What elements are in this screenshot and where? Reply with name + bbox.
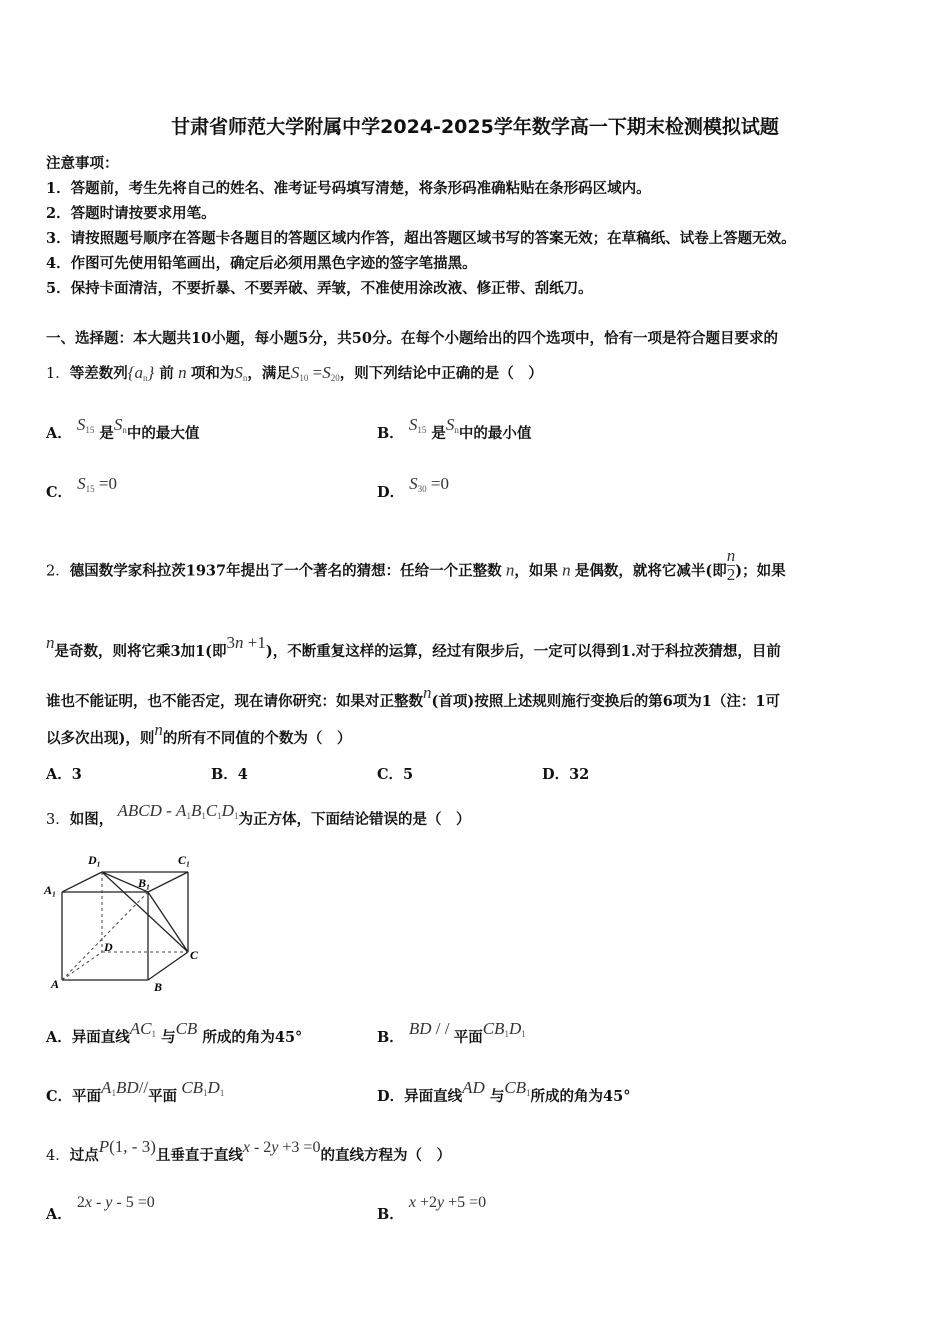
option-label: C． (46, 1088, 73, 1105)
option-text: 中的最小值 (458, 425, 532, 442)
option-text: 与 (161, 1029, 176, 1046)
math-formula: $S_n$ (234, 363, 248, 383)
q2-text: 以多次出现)，则 (46, 730, 155, 747)
question-3 (46, 801, 471, 829)
option-text: 是 (99, 425, 114, 442)
math-formula: P(1, - 3) (98, 1137, 156, 1156)
math-formula: $S_n$ (113, 415, 127, 435)
math-formula: n (173, 363, 191, 382)
question-1 (46, 362, 543, 383)
option-d[interactable]: D．32 (542, 766, 590, 783)
math-formula: AD (462, 1078, 485, 1097)
q4-text: 的直线方程为（ ） (320, 1147, 451, 1164)
notice-heading: 注意事项： (46, 155, 119, 172)
option-label: B． (377, 1029, 404, 1046)
option-d[interactable] (377, 474, 449, 502)
vertex-label: B₁ (138, 876, 151, 890)
math-formula: $S_{15}$ (76, 415, 95, 435)
question-number: 3． (46, 812, 70, 828)
option-a[interactable] (46, 1194, 155, 1224)
q1-text: 等差数列 (69, 365, 128, 382)
math-formula: n (557, 560, 575, 580)
section-heading: 一、选择题：本大题共10小题，每小题5分，共50分。在每个小题给出的四个选项中，恰有一项是符合题目要求的 (46, 330, 778, 347)
option-b[interactable]: B．4 (211, 766, 248, 783)
option-text: 所成的角为45° (530, 1088, 631, 1105)
math-formula: $S_{10} =S_{20}$ (290, 363, 340, 383)
option-b[interactable] (377, 1194, 487, 1224)
q2-text: ，如果 (514, 562, 558, 580)
q2-text: (首项)按照上述规则施行变换后的第6项为1（注：1可 (431, 693, 780, 710)
cube-figure (40, 848, 210, 996)
math-formula: $CB_1D_1$ (482, 1019, 526, 1039)
question-number: 2． (46, 563, 70, 580)
math-formula: n (154, 720, 163, 739)
math-formula: $S_n$ (445, 415, 459, 435)
math-formula: n (423, 683, 432, 702)
vertex-label: D₁ (88, 853, 101, 867)
q2-text: 德国数学家科拉茨1937年提出了一个著名的猜想：任给一个正整数 (69, 562, 502, 580)
math-formula: $A_1BD//$ (101, 1078, 149, 1098)
option-text: 所成的角为45° (202, 1029, 303, 1046)
option-text: 平面 (148, 1088, 178, 1105)
math-formula: BD / / (408, 1019, 454, 1038)
math-formula: $CB_1$ (504, 1078, 531, 1098)
question-2-line-2 (46, 633, 781, 661)
math-formula: x - 2y +3 =0 (242, 1139, 321, 1156)
page-title: 甘肃省师范大学附属中学2024-2025学年数学高一下期末检测模拟试题 (171, 116, 779, 138)
vertex-label: C (190, 948, 199, 962)
option-text: 平面 (453, 1029, 483, 1046)
option-label: A． (46, 1206, 72, 1223)
q4-text: 且垂直于直线 (155, 1147, 243, 1164)
math-formula: CB (175, 1019, 198, 1038)
math-formula: $S_{15} =0$ (77, 474, 117, 494)
vertex-label: A₁ (44, 883, 57, 897)
q2-text: 的所有不同值的个数为（ ） (162, 730, 352, 747)
math-formula: $S_{15}$ (408, 415, 427, 435)
q2-text: )，不断重复这样的运算，经过有限步后，一定可以得到1.对于科拉茨猜想，目前 (265, 643, 781, 660)
math-formula: 3n +1 (226, 633, 266, 652)
option-text: 中的最大值 (126, 425, 200, 442)
notice-item: 4．作图可先使用铅笔画出，确定后必须用黑色字迹的签字笔描黑。 (46, 255, 477, 272)
option-a[interactable]: A．3 (46, 766, 82, 783)
option-text: 与 (489, 1088, 505, 1105)
option-b[interactable] (377, 415, 532, 443)
question-2-line-3 (46, 683, 780, 711)
q1-text: ，满足 (247, 365, 291, 382)
q2-text: 谁也不能证明，也不能否定，现在请你研究：如果对正整数 (46, 693, 423, 710)
math-formula: $AC_1$ (129, 1019, 156, 1039)
vertex-label: A (51, 977, 60, 991)
question-4 (46, 1137, 451, 1165)
notice-item: 1．答题前，考生先将自己的姓名、准考证号码填写清楚，将条形码准确粘贴在条形码区域内。 (46, 180, 651, 197)
vertex-label: C₁ (178, 853, 191, 867)
option-c[interactable] (46, 1078, 225, 1106)
option-b[interactable] (377, 1019, 526, 1047)
q2-text: )；如果 (735, 562, 786, 580)
math-formula: 2x - y - 5 =0 (76, 1194, 155, 1211)
option-label: A． (46, 425, 72, 442)
vertex-label: B (154, 980, 163, 994)
option-text: 异面直线 (71, 1029, 130, 1046)
option-a[interactable] (46, 1019, 303, 1047)
option-label: B． (377, 425, 404, 442)
option-d[interactable] (377, 1078, 631, 1106)
option-text: 平面 (72, 1088, 102, 1105)
fraction-n-over-2: $\frac{n}{2}$ (726, 546, 736, 584)
option-c[interactable] (46, 474, 117, 502)
option-a[interactable] (46, 415, 200, 443)
q4-text: 过点 (69, 1147, 99, 1164)
vertex-label: D (104, 940, 113, 954)
q2-text: 是偶数，就将它减半(即 (574, 562, 727, 580)
question-2 (46, 546, 786, 590)
option-text: 异面直线 (404, 1088, 463, 1105)
question-number: 4． (46, 1148, 70, 1164)
math-formula: n (46, 633, 55, 652)
math-formula: x +2y +5 =0 (408, 1194, 487, 1211)
option-label: D． (377, 484, 405, 501)
question-2-line-4 (46, 720, 352, 748)
q3-text: 如图， (69, 811, 114, 828)
notice-item: 3．请按照题号顺序在答题卡各题目的答题区域内作答，超出答题区域书写的答案无效；在草稿纸、试卷上答题无效。 (46, 230, 796, 247)
notice-item: 2．答题时请按要求用笔。 (46, 205, 216, 222)
option-c[interactable]: C．5 (377, 766, 414, 783)
q2-text: 是奇数，则将它乘3加1(即 (54, 643, 227, 660)
option-label: D． (377, 1088, 405, 1105)
math-formula: n (501, 560, 515, 580)
q3-text: 为正方体，下面结论错误的是（ ） (238, 811, 471, 828)
math-formula: ABCD - $A_1B_1C_1D_1$ (113, 801, 239, 821)
option-label: A． (46, 1029, 72, 1046)
math-formula: $CB_1D_1$ (177, 1078, 225, 1098)
question-number: 1． (46, 366, 70, 382)
q1-text: 前 (159, 365, 174, 382)
notice-item: 5．保持卡面清洁，不要折暴、不要弄破、弄皱，不准使用涂改液、修正带、刮纸刀。 (46, 280, 593, 297)
option-label: C． (46, 484, 73, 501)
q1-text: ，则下列结论中正确的是（ ） (339, 365, 543, 382)
q1-text: 项和为 (190, 365, 235, 382)
math-formula: $\{a_n\}$ (127, 363, 155, 383)
option-text: 是 (431, 425, 446, 442)
option-label: B． (377, 1206, 404, 1223)
math-formula: $S_{30} =0$ (409, 474, 449, 494)
